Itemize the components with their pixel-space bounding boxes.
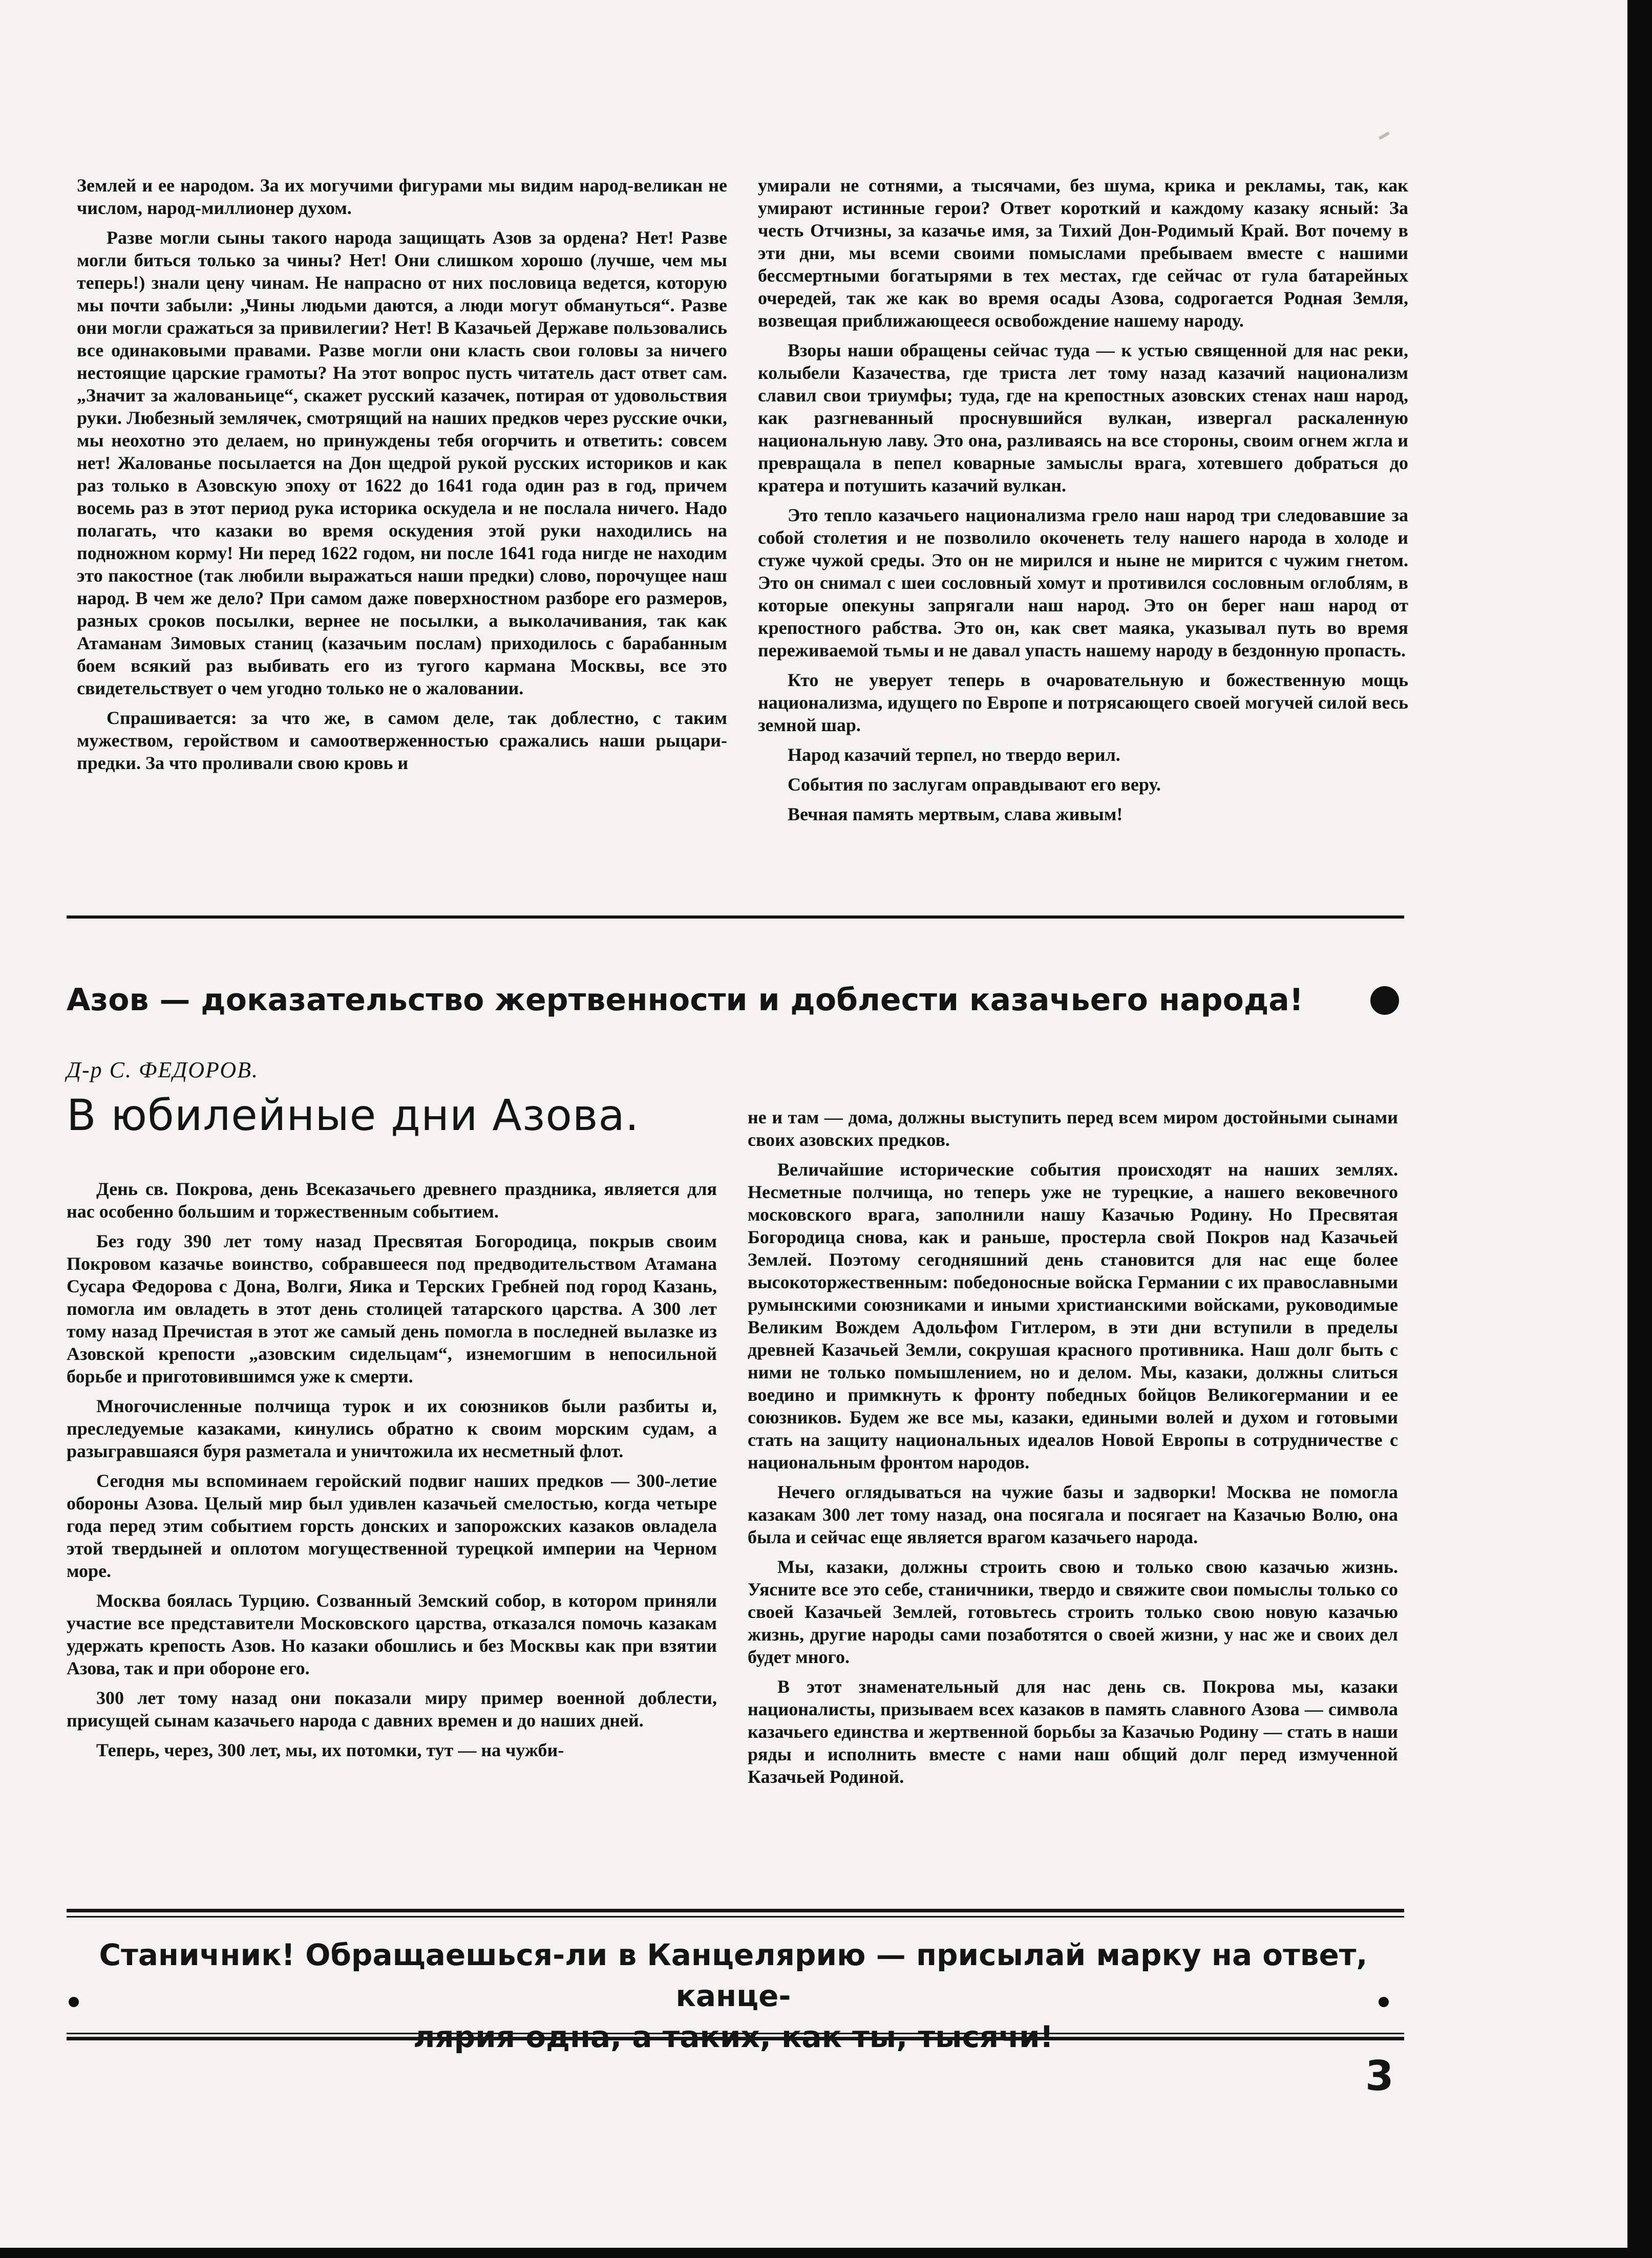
paragraph: 300 лет тому назад они показали миру пример военной доблести, присущей сынам казачьего народа с давних времен и до наших дней.	[67, 1688, 717, 1731]
paragraph: Москва боялась Турцию. Созванный Земский собор, в котором приняли участие все представители Московского царства, отказался помочь казакам удержать крепость Азов. Но казаки обошлись и без Москвы как при взятии Азова, так и при обороне его.	[67, 1590, 717, 1678]
paragraph: умирали не сотнями, а тысячами, без шума, крика и рекламы, так, как умирают истинные герои? Ответ короткий и каждому казаку ясный: За честь Отчизны, за казачье имя, за Тихий Дон-Родимый Край. Вот почему в эти дни, мы всеми своими помыслами пребываем вместе с нашими бессмертными богатырями в тех местах, где сейчас от гула батарейных очередей, так же как во время осады Азова, содрогается Родная Земля, возвещая приближающееся освобождение нашему народу.	[758, 175, 1408, 331]
article-author: Д-р С. ФЕДОРОВ.	[67, 1057, 259, 1082]
paragraph: Взоры наши обращены сейчас туда — к устью священной для нас реки, колыбели Казачества, где триста лет тому назад казачий национализм славил свои триумфы; туда, где на крепостных азовских стенах наш народ, как разгневанный проснувшийся вулкан, извергал раскаленную национальную лаву. Это она, разливаясь на все стороны, своим огнем жгла и превращала в пепел коварные замыслы врага, хотевшего добраться до кратера и потушить казачий вулкан.	[758, 340, 1408, 496]
divider-rule	[67, 2033, 1404, 2034]
paragraph: Нечего оглядываться на чужие базы и задворки! Москва не помогла казакам 300 лет тому назад, она посягала и посягает на Казачью Волю, она была и сейчас еще является врагом казачьего народа.	[748, 1482, 1398, 1547]
bullet-dot	[1379, 1997, 1389, 2007]
scan-border	[1627, 0, 1652, 2258]
bullet-dot	[1370, 986, 1399, 1015]
top-article-left-column	[77, 174, 727, 781]
page-number: 3	[1365, 2052, 1394, 2100]
divider-rule	[67, 2037, 1404, 2040]
paragraph: Мы, казаки, должны строить свою и только свою казачью жизнь. Уясните все это себе, станичники, твердо и свяжите свои помыслы только со своей Казачьей Землей, готовьтесь строить только свою новую казачью жизнь, другие народы сами позаботятся о своей жизни, у нас же и своих дел будет много.	[748, 1557, 1398, 1667]
article-title: В юбилейные дни Азова.	[67, 1090, 640, 1140]
paragraph: Многочисленные полчища турок и их союзников были разбиты и, преследуемые казаками, кинулись обратно к своим морским судам, а разыгравшаяся буря разметала и уничтожила их несметный флот.	[67, 1396, 717, 1461]
paragraph: Кто не уверует теперь в очаровательную и божественную мощь национализма, идущего по Европе и потрясающего своей могучей силой весь земной шар.	[758, 670, 1408, 735]
article-right-column	[748, 1106, 1398, 1795]
notice-line: Станичник! Обращаешься-ли в Канцелярию — присылай марку на ответ, канце-	[99, 1937, 1368, 2013]
divider-rule	[67, 915, 1404, 919]
paragraph: не и там — дома, должны выступить перед всем миром достойными сынами своих азовских предков.	[748, 1107, 1398, 1150]
article-left-column	[67, 1178, 717, 1769]
headline: Азов — доказательство жертвенности и доблести казачьего народа!	[67, 982, 1304, 1018]
paragraph: День св. Покрова, день Всеказачьего древнего праздника, является для нас особенно большим и торжественным событием.	[67, 1179, 717, 1222]
paragraph: Без году 390 лет тому назад Пресвятая Богородица, покрыв своим Покровом казачье воинство, собравшееся под предводительством Атамана Сусара Федорова с Дона, Волги, Яика и Терских Гребней под город Казань, помогла им овладеть в этот день столицей татарского царства. А 300 лет тому назад Пречистая в этот же самый день помогла в последней вылазке из Азовской крепости „азовским сидельцам“, изнемогшим в непосильной борьбе и приготовившимся уже к смерти.	[67, 1231, 717, 1387]
paragraph: Величайшие исторические события происходят на наших землях. Несметные полчища, но теперь уже не турецкие, а нашего вековечного московского врага, заполнили нашу Казачью Родину. Но Пресвятая Богородица снова, как и раньше, простерла свой Покров над Казачьей Землей. Поэтому сегодняшний день становится для нас еще более высокоторжественным: победоносные войска Германии с их православными румынскими союзниками и иными христианскими войсками, руководимые Великим Вождем Адольфом Гитлером, в эти дни вступили в пределы древней Казачьей Земли, сокрушая красного противника. Наш долг быть с ними не только помышлением, но и делом. Мы, казаки, должны слиться воедино и примкнуть к фронту победных бойцов Великогермании и ее союзников. Будем же все мы, казаки, едиными волей и духом и готовыми стать на защиту национальных идеалов Новой Европы в сотрудничестве с национальным фронтом народов.	[748, 1159, 1398, 1473]
stray-mark	[1379, 132, 1390, 140]
paragraph: Сегодня мы вспоминаем геройский подвиг наших предков — 300-летие обороны Азова. Целый мир был удивлен казачьей смелостью, когда четыре года перед этим событием горсть донских и запорожских казаков овладела этой твердыней и оплотом могущественной турецкой империи на Черном море.	[67, 1471, 717, 1581]
paragraph: Это тепло казачьего национализма грело наш народ три следовавшие за собой столетия и не позволило окоченеть телу нашего народа в холоде и стуже чужой среды. Это он не мирился и ныне не мирится с чужим гнетом. Это он снимал с шеи сословный хомут и противился сословным оглоблям, в которые опекуны запрягали наш народ. Это он берег наш народ от крепостного рабства. Это он, как свет маяка, указывал путь во время переживаемой тьмы и не давал упасть нашему народу в бездонную пропасть.	[758, 505, 1408, 661]
paragraph: В этот знаменательный для нас день св. Покрова мы, казаки националисты, призываем всех казаков в память славного Азова — символа казачьего единства и жертвенной борьбы за Казачью Родину — стать в наши ряды и исполнить вместе с нами наш общий долг перед измученной Казачьей Родиной.	[748, 1676, 1398, 1787]
paragraph: Теперь, через, 300 лет, мы, их потомки, тут — на чужби-	[96, 1740, 564, 1760]
paragraph: События по заслугам оправдывают его веру.	[788, 774, 1161, 795]
paragraph: Вечная память мертвым, слава живым!	[788, 804, 1123, 824]
divider-rule	[67, 1916, 1404, 1918]
paragraph: Народ казачий терпел, но твердо верил.	[788, 744, 1120, 765]
paragraph: Спрашивается: за что же, в самом деле, так доблестно, с таким мужеством, геройством и самоотверженностью сражались наши рыцари-предки. За что проливали свою кровь и	[77, 708, 727, 773]
paragraph: Разве могли сыны такого народа защищать Азов за ордена? Нет! Разве могли биться только за чины? Нет! Они слишком хорошо (лучше, чем мы теперь!) знали цену чинам. Не напрасно от них пословица ведется, которую мы почти забыли: „Чины людьми даются, а люди могут обмануться“. Разве они могли сражаться за привилегии? Нет! В Казачьей Державе пользовались все одинаковыми правами. Разве могли они класть свои головы за ничего нестоящие царские грамоты? На этот вопрос пусть читатель даст ответ сам. „Значит за жалованьице“, скажет русский казачек, потирая от удовольствия руки. Любезный землячек, смотрящий на наших предков через русские очки, мы неохотно это делаем, но принуждены тебя огорчить и ответить: совсем нет! Жалованье посылается на Дон щедрой рукой русских историков и как раз только в Азовскую эпоху от 1622 до 1641 года один раз в год, причем восемь раз в этот период рука историка оскудела и не послала ничего. Надо полагать, что казаки во время оскудения этой руки находились на подножном корму! Ни перед 1622 годом, ни после 1641 года нигде не находим это пакостное (так любили выражаться наши предки) слово, порочущее наш народ. В чем же дело? При самом даже поверхностном разборе его размеров, разных сроков посылки, вернее не посылки, а выколачивания, так как Атаманам Зимовых станиц (казачьим послам) приходилось с барабанным боем всякий раз выбивать его из тугого кармана Москвы, все это свидетельствует о чем угодно только не о жаловании.	[77, 227, 727, 698]
paragraph: Землей и ее народом. За их могучими фигурами мы видим народ-великан не числом, народ-миллионер духом.	[77, 175, 727, 218]
divider-rule	[67, 1909, 1404, 1912]
top-article-right-column	[758, 174, 1408, 833]
bullet-dot	[69, 1997, 79, 2007]
